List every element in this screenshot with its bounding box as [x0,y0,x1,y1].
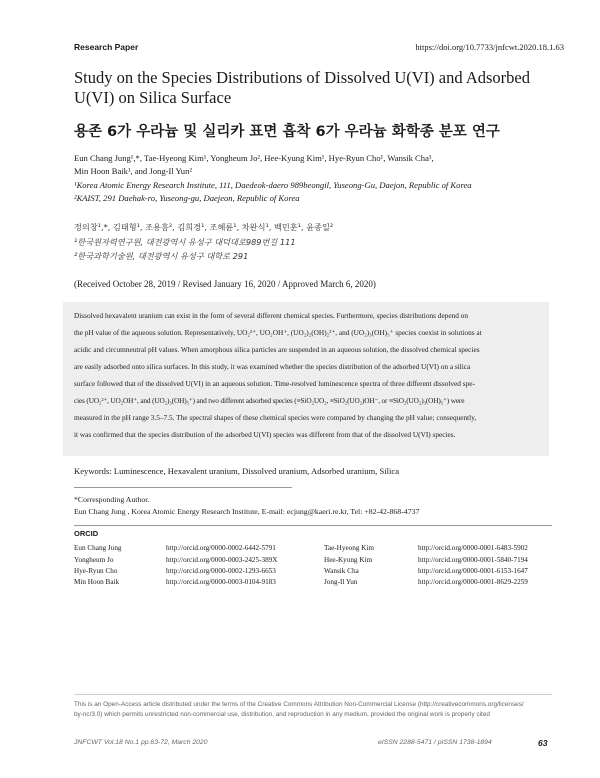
affiliation-1: ¹Korea Atomic Energy Research Institute, 111, Daedeok-daero 989beongil, Yuseong-Gu, Daejon, Republic of Korea [74,180,472,190]
orcid-author-name: Wansik Cha [324,567,359,575]
keywords: Keywords: Luminescence, Hexavalent uranium, Dissolved uranium, Adsorbed uranium, Silica [74,466,400,476]
affiliation-2-korean: ²한국과학기술원, 대전광역시 유성구 대학로 291 [74,251,249,261]
paper-title-korean: 용존 6가 우라늄 및 실리카 표면 흡착 6가 우라늄 화학종 분포 연구 [74,124,500,140]
orcid-link[interactable]: http://orcid.org/0000-0001-5840-7194 [418,556,528,564]
license-text-line-2: by-nc/3.0) which permits unrestricted non-commercial use, distribution, and reproduction in any medium, provided the original work is properly cited [74,711,490,718]
corresponding-author-note: *Corresponding Author. [74,495,150,504]
orcid-author-name: Tae-Hyeong Kim [324,544,374,552]
abstract-line: cies (UO₂²⁺, UO₂OH⁺, and (UO₂)₃(OH)₅⁺) and two different adsorbed species (≡SiO₂UO₂, ≡SiO₂(UO₂)OH⁻, or ≡SiO₂(UO₂)₃(OH)₅⁺) were [74,396,465,405]
received-dates: (Received October 28, 2019 / Revised January 16, 2020 / Approved March 6, 2020) [74,279,376,289]
orcid-link[interactable]: http://orcid.org/0000-0003-0104-9183 [166,578,276,586]
abstract-line: are easily adsorbed onto silica surfaces. In this study, it was examined whether the species distribution of the adsorbed U(VI) on a silica [74,362,471,371]
author-list-korean: 정의창¹,*, 김태형¹, 조용흠², 김희경¹, 조혜륜¹, 차완식¹, 백민훈¹, 윤종일² [74,222,334,232]
orcid-author-name: Jong-Il Yun [324,578,358,586]
orcid-link[interactable]: http://orcid.org/0000-0001-6153-1647 [418,567,528,575]
orcid-link[interactable]: http://orcid.org/0000-0002-1293-6653 [166,567,276,575]
issn-info: eISSN 2288-5471 / pISSN 1738-1894 [378,739,492,746]
orcid-link[interactable]: http://orcid.org/0000-0001-6483-5902 [418,544,528,552]
orcid-heading: ORCID [74,529,99,538]
abstract-line: Dissolved hexavalent uranium can exist in the form of several different chemical species. Furthermore, species distributions depend on [74,311,468,320]
orcid-link[interactable]: http://orcid.org/0000-0001-8629-2259 [418,578,528,586]
article-type-label: Research Paper [74,42,139,52]
journal-citation: JNFCWT Vol.18 No.1 pp.63-72, March 2020 [74,739,208,746]
orcid-author-name: Min Hoon Baik [74,578,120,586]
corresponding-author-contact: Eun Chang Jung , Korea Atomic Energy Research Institute, E-mail: ecjung@kaeri.re.kr, Tel: +82-42-868-4737 [74,507,420,516]
license-divider [74,694,552,695]
abstract-line: it was confirmed that the species distribution of the adsorbed U(VI) species was different from that of the dissolved U(VI) species. [74,430,456,439]
orcid-link[interactable]: http://orcid.org/0000-0003-2425-389X [166,556,278,564]
orcid-author-name: Yongheum Jo [74,556,114,564]
author-list-line-2: Min Hoon Baik¹, and Jong-Il Yun² [74,166,192,176]
abstract-line: the pH value of the aqueous solution. Representatively, UO₂²⁺, UO₂OH⁺, (UO₂)₂(OH)₂²⁺, and (UO₂)₃(OH)₅⁺ species coexist in solutions at [74,328,482,337]
author-list-line-1: Eun Chang Jung¹,*, Tae-Hyeong Kim¹, Yongheum Jo², Hee-Kyung Kim¹, Hye-Ryun Cho¹, Wansik Cha¹, [74,153,434,163]
abstract-line: acidic and circumneutral pH values. When amorphous silica particles are suspended in an aqueous solution, the dissolved chemical species [74,345,480,354]
doi-link[interactable]: https://doi.org/10.7733/jnfcwt.2020.18.1.63 [415,42,564,52]
license-text-line-1: This is an Open-Access article distributed under the terms of the Creative Commons Attribution Non-Commercial License (http://creativecommons.org/licenses/ [74,701,524,708]
abstract-line: surface followed that of the dissolved U(VI) in an aqueous solution. Time-resolved luminescence spectra of three different dissolved spe- [74,379,475,388]
page-number: 63 [538,738,548,748]
footnote-divider [74,487,292,488]
affiliation-1-korean: ¹한국원자력연구원, 대전광역시 유성구 대덕대로989번길 111 [74,237,296,247]
orcid-author-name: Eun Chang Jung [74,544,122,552]
orcid-divider [74,525,552,526]
affiliation-2: ²KAIST, 291 Daehak-ro, Yuseong-gu, Daejeon, Republic of Korea [74,193,300,203]
abstract-line: measured in the pH range 3.5–7.5. The spectral shapes of these chemical species were compared by changing the pH value; consequently, [74,413,477,422]
orcid-author-name: Hye-Ryun Cho [74,567,118,575]
orcid-link[interactable]: http://orcid.org/0000-0002-6442-5791 [166,544,276,552]
paper-title: Study on the Species Distributions of Dissolved U(VI) and Adsorbed U(VI) on Silica Surface [74,68,530,107]
orcid-author-name: Hee-Kyung Kim [324,556,373,564]
